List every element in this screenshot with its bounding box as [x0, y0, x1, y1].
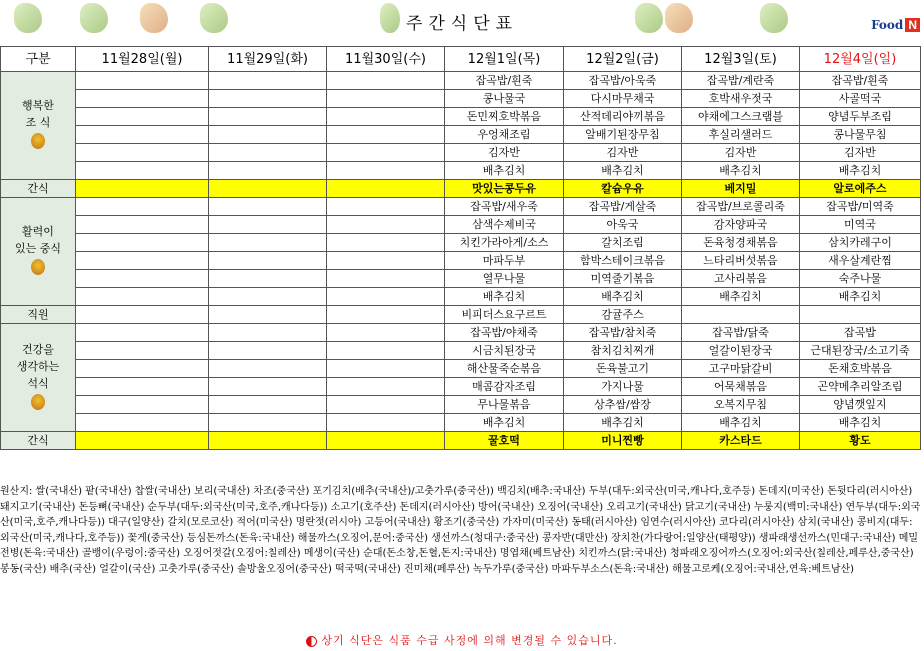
menu-item: 잡곡밥/아욱죽: [564, 72, 682, 90]
category-text: 간식: [27, 434, 49, 447]
menu-item: 칼슘우유: [564, 180, 682, 198]
menu-item: 잡곡밥/야채죽: [445, 324, 564, 342]
menu-item: 잡곡밥/계란죽: [682, 72, 800, 90]
menu-item: 잡곡밥/참치죽: [564, 324, 682, 342]
menu-item: 황도: [800, 432, 921, 450]
menu-item: 콩나물국: [445, 90, 564, 108]
empty-cell: [327, 378, 445, 396]
category-header: 구분: [1, 47, 76, 72]
menu-row: [1, 90, 921, 108]
menu-row: [1, 360, 921, 378]
menu-item: 잡곡밥: [800, 324, 921, 342]
empty-cell: [327, 144, 445, 162]
menu-item: 아욱국: [564, 216, 682, 234]
empty-cell: [327, 234, 445, 252]
date-header: 12월3일(토): [682, 47, 800, 72]
menu-item: [800, 306, 921, 324]
empty-cell: [209, 252, 327, 270]
category-label: [1, 72, 76, 180]
menu-item: 비피더스요구르트: [445, 306, 564, 324]
empty-cell: [209, 198, 327, 216]
empty-cell: [327, 360, 445, 378]
menu-item: 양념두부조림: [800, 108, 921, 126]
empty-cell: [327, 432, 445, 450]
menu-item: 꿀호떡: [445, 432, 564, 450]
empty-cell: [327, 270, 445, 288]
menu-item: 돈민찌호박볶음: [445, 108, 564, 126]
menu-row: [1, 270, 921, 288]
change-notice: 상기 식단은 식품 수급 사정에 의해 변경될 수 있습니다.: [0, 632, 924, 648]
menu-item: 새우살계란찜: [800, 252, 921, 270]
menu-item: 가지나물: [564, 378, 682, 396]
menu-item: 맛있는콩두유: [445, 180, 564, 198]
category-label: [1, 306, 76, 324]
date-header: 11월29일(화): [209, 47, 327, 72]
empty-cell: [209, 234, 327, 252]
menu-item: 근대된장국/소고기죽: [800, 342, 921, 360]
menu-item: 돈채호박볶음: [800, 360, 921, 378]
menu-item: 사골떡국: [800, 90, 921, 108]
empty-cell: [327, 216, 445, 234]
empty-cell: [76, 252, 209, 270]
menu-item: 어묵채볶음: [682, 378, 800, 396]
empty-cell: [327, 162, 445, 180]
menu-item: 배추김치: [800, 288, 921, 306]
empty-cell: [76, 378, 209, 396]
menu-item: 산적데리야끼볶음: [564, 108, 682, 126]
empty-cell: [209, 144, 327, 162]
menu-item: 잡곡밥/흰죽: [800, 72, 921, 90]
menu-item: 시금치된장국: [445, 342, 564, 360]
empty-cell: [327, 324, 445, 342]
empty-cell: [209, 378, 327, 396]
menu-row: [1, 252, 921, 270]
menu-item: 감귤주스: [564, 306, 682, 324]
menu-row: [1, 342, 921, 360]
empty-cell: [76, 126, 209, 144]
menu-item: 느타리버섯볶음: [682, 252, 800, 270]
empty-cell: [209, 360, 327, 378]
weekly-menu-table: [0, 46, 921, 450]
menu-item: 배추김치: [564, 162, 682, 180]
menu-item: 얼갈이된장국: [682, 342, 800, 360]
menu-row: [1, 144, 921, 162]
menu-item: 상추쌈/쌈장: [564, 396, 682, 414]
empty-cell: [76, 144, 209, 162]
empty-cell: [209, 288, 327, 306]
empty-cell: [76, 162, 209, 180]
header: [0, 0, 924, 44]
menu-row: [1, 288, 921, 306]
menu-item: 잡곡밥/미역죽: [800, 198, 921, 216]
menu-item: 배추김치: [445, 414, 564, 432]
menu-item: 곤약메추리알조림: [800, 378, 921, 396]
menu-item: 미역줄기볶음: [564, 270, 682, 288]
empty-cell: [209, 180, 327, 198]
category-label: [1, 198, 76, 306]
empty-cell: [76, 216, 209, 234]
menu-item: 고사리볶음: [682, 270, 800, 288]
empty-cell: [76, 198, 209, 216]
menu-item: 해산물죽순볶음: [445, 360, 564, 378]
menu-item: 숙주나물: [800, 270, 921, 288]
menu-item: 김자반: [564, 144, 682, 162]
menu-item: 무나물볶음: [445, 396, 564, 414]
menu-row: [1, 198, 921, 216]
menu-item: 김자반: [445, 144, 564, 162]
menu-item: 삼치카레구이: [800, 234, 921, 252]
empty-cell: [209, 324, 327, 342]
category-text: 직원: [27, 308, 49, 321]
menu-item: 치킨가라아게/소스: [445, 234, 564, 252]
empty-cell: [327, 396, 445, 414]
menu-item: 미역국: [800, 216, 921, 234]
category-text: 간식: [27, 182, 49, 195]
empty-cell: [327, 306, 445, 324]
empty-cell: [327, 90, 445, 108]
menu-item: 감자양파국: [682, 216, 800, 234]
empty-cell: [76, 72, 209, 90]
menu-item: 잡곡밥/새우죽: [445, 198, 564, 216]
empty-cell: [327, 414, 445, 432]
date-header: 11월30일(수): [327, 47, 445, 72]
menu-row: [1, 126, 921, 144]
empty-cell: [76, 108, 209, 126]
menu-row: [1, 216, 921, 234]
menu-row: [1, 162, 921, 180]
empty-cell: [327, 288, 445, 306]
menu-item: 오복지무침: [682, 396, 800, 414]
empty-cell: [327, 252, 445, 270]
menu-row: [1, 180, 921, 198]
menu-item: 잡곡밥/닭죽: [682, 324, 800, 342]
menu-item: 잡곡밥/게살죽: [564, 198, 682, 216]
empty-cell: [327, 198, 445, 216]
empty-cell: [76, 360, 209, 378]
empty-cell: [76, 342, 209, 360]
category-text: 활력이 있는 중식: [14, 225, 61, 255]
menu-row: [1, 72, 921, 90]
menu-row: [1, 108, 921, 126]
empty-cell: [76, 288, 209, 306]
empty-cell: [209, 414, 327, 432]
category-label: [1, 432, 76, 450]
menu-item: 배추김치: [445, 288, 564, 306]
empty-cell: [209, 90, 327, 108]
menu-item: 참치김치찌개: [564, 342, 682, 360]
empty-cell: [76, 234, 209, 252]
date-header-row: [1, 47, 921, 72]
food-logo: Food N: [871, 18, 920, 32]
empty-cell: [209, 396, 327, 414]
empty-cell: [76, 396, 209, 414]
menu-item: 김자반: [800, 144, 921, 162]
empty-cell: [76, 432, 209, 450]
menu-item: 야채에그스크램블: [682, 108, 800, 126]
menu-row: [1, 432, 921, 450]
empty-cell: [327, 126, 445, 144]
menu-item: 잡곡밥/브로콜리죽: [682, 198, 800, 216]
menu-item: 열무나물: [445, 270, 564, 288]
empty-cell: [76, 306, 209, 324]
empty-cell: [76, 90, 209, 108]
empty-cell: [209, 72, 327, 90]
menu-item: 고구마닭갈비: [682, 360, 800, 378]
empty-cell: [327, 342, 445, 360]
category-text: 행복한 조 식: [22, 99, 54, 129]
menu-row: [1, 396, 921, 414]
menu-item: 배추김치: [564, 288, 682, 306]
date-header: 11월28일(월): [76, 47, 209, 72]
menu-item: 배추김치: [800, 414, 921, 432]
empty-cell: [209, 432, 327, 450]
category-text: 건강을 생각하는 석식: [16, 342, 60, 390]
menu-item: 돈육청경채볶음: [682, 234, 800, 252]
notice-icon: [306, 636, 317, 647]
empty-cell: [209, 270, 327, 288]
menu-item: 후실리샐러드: [682, 126, 800, 144]
origin-information: 원산지: 쌀(국내산) 팥(국내산) 찹쌀(국내산) 보리(국내산) 차조(중국산) 포기김치(배추(국내산)/고춧가루(중국산)) 백김치(배추:국내산) 두부(대두:외국산(미국,캐나다,호주등) 돈데지(미국산) 돈뒷다리(러시아산) 돼지고기(국내산) 돈등뼈(국내산) 순두부(대두:외국산(미국,호주,캐나다등)) 소고기(호주산) 돈데지(러시아산) 방어(국내산) 오징어(국내산) 오리고기(국내산) 닭고기(국내산) 누룽지(백미:국내산) 연두부(대두:외국산(미국,호주,캐나다등)) 대구(일양산) 갈치(모로코산) 적어(미국산) 명란젓(러시아) 고등어(국내산) 황조기(중국산) 가자미(미국산) 동태(러시아산) 임연수(러시아산) 코다리(러시아산) 삼치(국내산) 콩비지(대두:외국산(미국,캐나다,호주등)) 꽃게(중국산) 등심돈까스(돈육:국내산) 해물까스(오징어,문어:중국산) 생선까스(청대구:중국산) 콩자반(대만산) 장치찬(가다랑어:일양산(태평양)) 생파래생선까스(민대구:국내산) 메밀전병(돈육:국내산) 골뱅이(우렁이:중국산) 오징어젓갈(오징어:칠레산) 메생이(국산) 순대(돈소창,돈혈,돈지:국내산) 명엽채(베트남산) 치킨까스(닭:국내산) 청파래오징어까스(오징어:외국산(칠레산,페루산,중국산) 봉동(국산) 배추(국산) 얼갈이(국산) 고춧가루(중국산) 솔방울오징어(중국산) 떡국떡(국내산) 진미채(페루산) 녹두가루(중국산) 마파두부소스(돈육:국내산) 해물고로케(오징어:국내산,연육:베트남산): [0, 486, 921, 575]
menu-item: 알배기된장무침: [564, 126, 682, 144]
menu-row: [1, 414, 921, 432]
menu-item: 호박새우젓국: [682, 90, 800, 108]
menu-row: [1, 378, 921, 396]
menu-item: 다시마무채국: [564, 90, 682, 108]
menu-item: 매콤감자조림: [445, 378, 564, 396]
menu-item: 미니찐빵: [564, 432, 682, 450]
menu-item: 함박스테이크볶음: [564, 252, 682, 270]
menu-item: 배추김치: [564, 414, 682, 432]
menu-item: 배추김치: [445, 162, 564, 180]
empty-cell: [76, 414, 209, 432]
menu-item: 배추김치: [682, 288, 800, 306]
menu-item: 갈치조림: [564, 234, 682, 252]
empty-cell: [209, 126, 327, 144]
date-header: 12월1일(목): [445, 47, 564, 72]
empty-cell: [209, 216, 327, 234]
date-header: 12월2일(금): [564, 47, 682, 72]
date-header-sunday: 12월4일(일): [800, 47, 921, 72]
menu-item: 배추김치: [682, 414, 800, 432]
food-character-icon: [31, 259, 45, 275]
empty-cell: [76, 180, 209, 198]
menu-row: [1, 306, 921, 324]
menu-item: 배추김치: [682, 162, 800, 180]
food-character-icon: [31, 394, 45, 410]
menu-item: 카스타드: [682, 432, 800, 450]
menu-item: 알로에주스: [800, 180, 921, 198]
empty-cell: [327, 72, 445, 90]
empty-cell: [209, 162, 327, 180]
menu-row: [1, 234, 921, 252]
empty-cell: [209, 108, 327, 126]
menu-item: 양념깻잎지: [800, 396, 921, 414]
menu-item: 돈육불고기: [564, 360, 682, 378]
menu-item: 잡곡밥/흰죽: [445, 72, 564, 90]
empty-cell: [209, 342, 327, 360]
menu-row: [1, 324, 921, 342]
menu-item: 김자반: [682, 144, 800, 162]
menu-item: 베지밀: [682, 180, 800, 198]
menu-item: 우엉채조림: [445, 126, 564, 144]
food-character-icon: [31, 133, 45, 149]
menu-item: 콩나물무침: [800, 126, 921, 144]
category-label: [1, 324, 76, 432]
menu-item: 마파두부: [445, 252, 564, 270]
menu-item: 배추김치: [800, 162, 921, 180]
empty-cell: [327, 180, 445, 198]
empty-cell: [76, 324, 209, 342]
empty-cell: [76, 270, 209, 288]
menu-item: [682, 306, 800, 324]
empty-cell: [327, 108, 445, 126]
empty-cell: [209, 306, 327, 324]
menu-item: 삼색수제비국: [445, 216, 564, 234]
page-title: 주간식단표: [405, 14, 519, 34]
category-label: [1, 180, 76, 198]
